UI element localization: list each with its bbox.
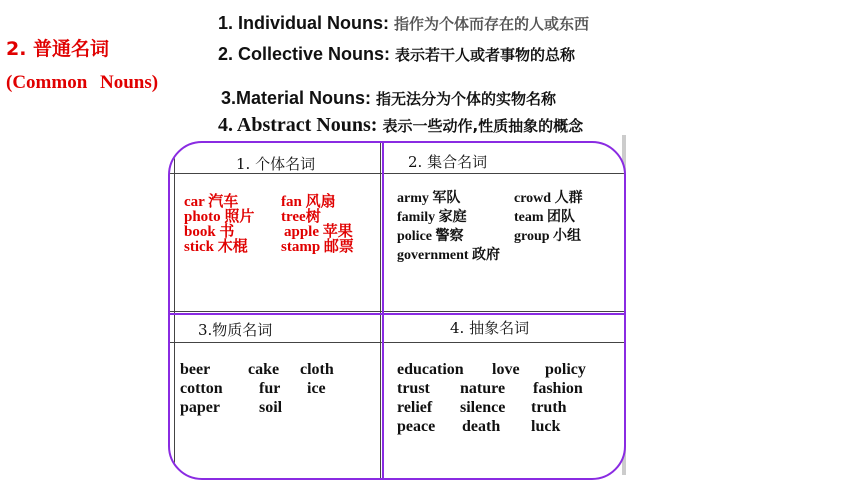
word-item: ice xyxy=(307,380,326,397)
word-item: death xyxy=(462,418,501,435)
word-item: team 团队 xyxy=(514,210,576,225)
divider-horizontal xyxy=(170,313,624,315)
cell-title-individual: 1. 个体名词 xyxy=(236,155,316,173)
section-heading-chinese: 2. 普通名词 xyxy=(6,38,110,60)
word-item: trust xyxy=(397,380,430,397)
definition-term: 4. Abstract Nouns: xyxy=(218,114,383,136)
word-row xyxy=(184,240,374,255)
word-item: stick 木棍 xyxy=(184,239,248,255)
word-row xyxy=(184,225,374,240)
word-item: fashion xyxy=(533,380,583,397)
word-item: army 军队 xyxy=(397,191,461,206)
definition-term: 3.Material Nouns: xyxy=(221,88,377,108)
definition-material-nouns xyxy=(221,88,556,109)
cell-title-collective: 2. 集合名词 xyxy=(408,153,488,171)
definition-term: 1. Individual Nouns: xyxy=(218,13,395,33)
word-item: policy xyxy=(545,361,586,378)
word-row xyxy=(180,362,375,381)
word-item: group 小组 xyxy=(514,229,582,244)
word-item: crowd 人群 xyxy=(514,191,583,206)
word-item: truth xyxy=(531,399,567,416)
word-item: relief xyxy=(397,399,433,416)
cell-words-collective xyxy=(397,191,622,267)
word-row xyxy=(180,381,375,400)
word-item: government 政府 xyxy=(397,248,501,263)
word-row xyxy=(397,362,622,381)
word-item: police 警察 xyxy=(397,229,464,244)
cell-words-material xyxy=(180,362,375,419)
definition-individual-nouns xyxy=(218,13,589,34)
word-row xyxy=(397,210,622,229)
definition-text: 指作为个体而存在的人或东西 xyxy=(394,15,590,33)
word-item: stamp 邮票 xyxy=(281,239,354,255)
word-item: fan 风扇 xyxy=(281,194,336,210)
word-item: photo 照片 xyxy=(184,209,255,225)
word-item: love xyxy=(492,361,520,378)
section-heading-english: (Common Nouns) xyxy=(6,72,159,93)
cell-words-abstract xyxy=(397,362,622,438)
cell-words-individual xyxy=(184,195,374,255)
word-row xyxy=(397,381,622,400)
definition-term: 2. Collective Nouns: xyxy=(218,44,396,64)
word-item: fur xyxy=(259,380,281,397)
divider-vertical xyxy=(382,143,384,478)
word-item: cotton xyxy=(180,380,223,397)
grid-line xyxy=(380,143,381,478)
definition-collective-nouns xyxy=(218,44,575,65)
word-row xyxy=(397,229,622,248)
word-item: cloth xyxy=(300,361,334,378)
word-item: luck xyxy=(531,418,561,435)
definition-text: 表示若干人或者事物的总称 xyxy=(395,46,576,64)
word-row xyxy=(397,248,622,267)
grid-line xyxy=(170,342,624,343)
definition-text: 指无法分为个体的实物名称 xyxy=(376,90,557,108)
word-item: paper xyxy=(180,399,220,416)
cell-title-material: 3.物质名词 xyxy=(198,321,273,339)
word-item: cake xyxy=(248,361,280,378)
grid-line xyxy=(170,311,624,312)
word-item: tree树 xyxy=(281,209,321,225)
word-item: soil xyxy=(259,399,283,416)
word-row xyxy=(184,210,374,225)
word-item: book 书 xyxy=(184,224,235,240)
word-row xyxy=(397,400,622,419)
cell-title-abstract: 4. 抽象名词 xyxy=(450,319,530,337)
word-item: beer xyxy=(180,361,211,378)
definition-text: 表示一些动作,性质抽象的概念 xyxy=(382,117,584,135)
noun-categories-table xyxy=(168,141,626,480)
word-item: car 汽车 xyxy=(184,194,239,210)
word-row xyxy=(184,195,374,210)
word-item: peace xyxy=(397,418,436,435)
word-item: apple 苹果 xyxy=(284,224,353,240)
word-item: silence xyxy=(460,399,506,416)
word-item: nature xyxy=(460,380,506,397)
word-item: family 家庭 xyxy=(397,210,467,225)
word-row xyxy=(397,191,622,210)
word-row xyxy=(180,400,375,419)
word-row xyxy=(397,419,622,438)
word-item: education xyxy=(397,361,464,378)
definition-abstract-nouns xyxy=(218,114,583,137)
